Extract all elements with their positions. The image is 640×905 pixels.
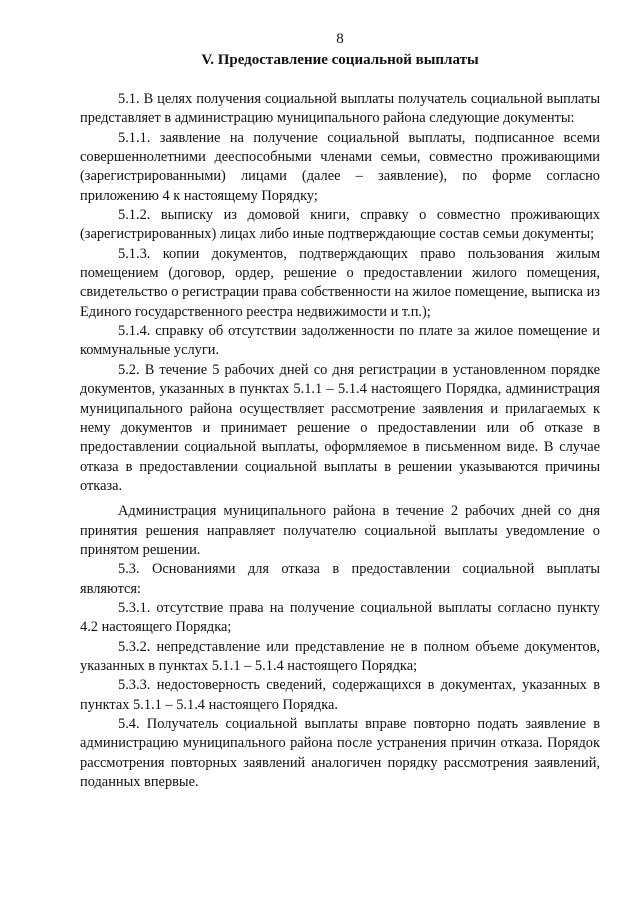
paragraph-5-3-1: 5.3.1. отсутствие права на получение социальной выплаты согласно пункту 4.2 настоящего Порядка;: [80, 599, 600, 636]
paragraph-5-3: 5.3. Основаниями для отказа в предоставлении социальной выплаты являются:: [80, 561, 600, 597]
paragraph-5-1-2: 5.1.2. выписку из домовой книги, справку о совместно проживающих (зарегистрированных) лицах либо иные подтверждающие состав семьи документы;: [80, 207, 600, 243]
document-body: [80, 90, 600, 792]
paragraph-5-3-2: 5.3.2. непредставление или представление не в полном объеме документов, указанных в пунктах 5.1.1 – 5.1.4 настоящего Порядка;: [80, 638, 600, 674]
paragraph-5-2: 5.2. В течение 5 рабочих дней со дня регистрации в установленном порядке документов, указанных в пунктах 5.1.1 – 5.1.4 настоящего Порядка, администрация муниципального района осуществляет рассмотрение заявления и прилагаемых к нему документов и принимает решение о предоставлении или об отказе в предоставлении социальной выплаты, оформляемое в письменном виде. В случае отказа в предоставлении социальной выплаты в решении указываются причины отказа.: [80, 361, 600, 494]
paragraph-5-3-3: 5.3.3. недостоверность сведений, содержащихся в документах, указанных в пунктах 5.1.1 – 5.1.4 настоящего Порядка.: [80, 677, 600, 713]
paragraph-5-1-4: 5.1.4. справку об отсутствии задолженности по плате за жилое помещение и коммунальные услуги.: [80, 323, 600, 359]
paragraph-5-2-notice: Администрация муниципального района в течение 2 рабочих дней со дня принятия решения направляет получателю социальной выплаты уведомление о принятом решении.: [80, 503, 600, 558]
paragraph-5-1-3: 5.1.3. копии документов, подтверждающих право пользования жилым помещением (договор, ордер, решение о предоставлении жилого помещения, свидетельство о регистрации права собственности на жилое помещение, выписка из Единого государственного реестра недвижимости и т.п.);: [80, 245, 600, 320]
paragraph-5-1: 5.1. В целях получения социальной выплаты получатель социальной выплаты представляет в администрацию муниципального района следующие документы:: [80, 91, 600, 127]
page-number: 8: [336, 31, 344, 47]
paragraph-5-4: 5.4. Получатель социальной выплаты вправе повторно подать заявление в администрацию муниципального района после устранения причин отказа. Порядок рассмотрения повторных заявлений аналогичен порядку рассмотрения заявлений, поданных впервые.: [80, 716, 600, 791]
section-title: V. Предоставление социальной выплаты: [201, 52, 479, 68]
paragraph-5-1-1: 5.1.1. заявление на получение социальной выплаты, подписанное всеми совершеннолетними дееспособными членами семьи, совместно проживающими (зарегистрированными) лицами (далее – заявление), по форме согласно приложению 4 к настоящему Порядку;: [80, 129, 600, 204]
